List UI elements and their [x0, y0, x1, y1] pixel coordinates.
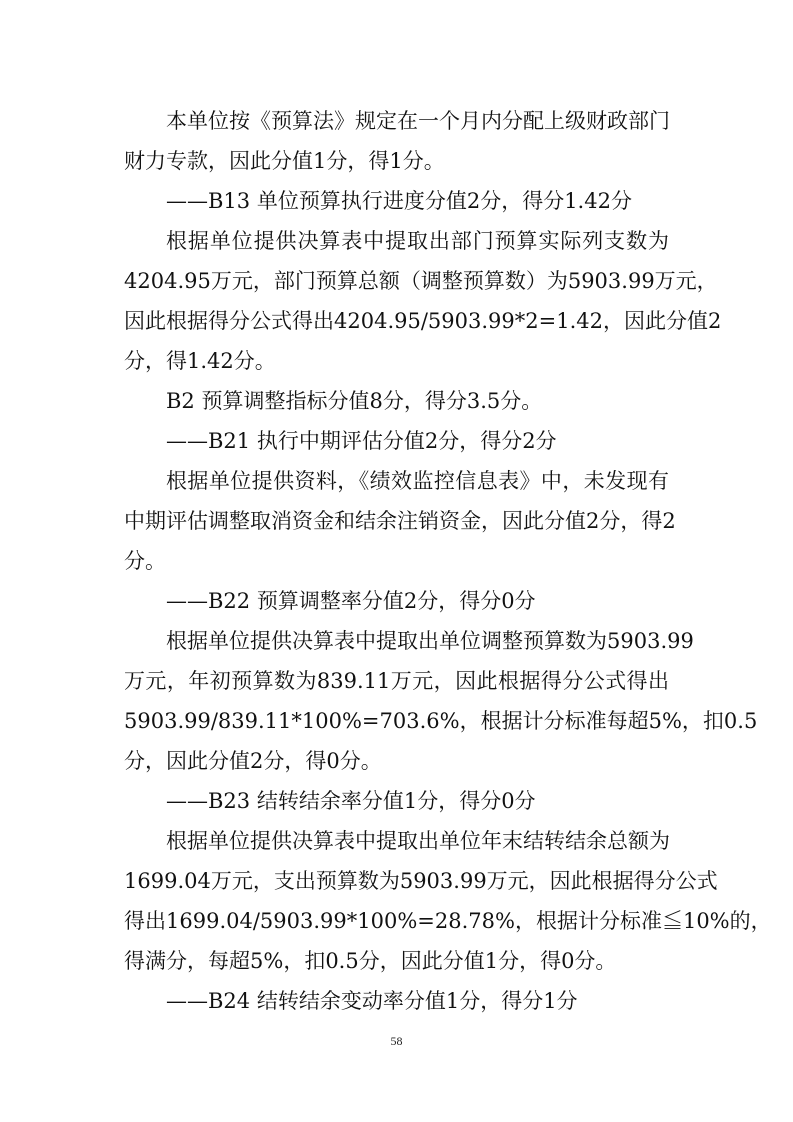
paragraph-line: 中期评估调整取消资金和结余注销资金，因此分值2分，得2 — [124, 509, 676, 533]
paragraph-line: 1699.04万元，支出预算数为5903.99万元，因此根据得分公式 — [124, 869, 718, 893]
paragraph-line: 因此根据得分公式得出4204.95/5903.99*2=1.42，因此分值2 — [124, 309, 722, 333]
paragraph-line: 万元，年初预算数为839.11万元，因此根据得分公式得出 — [124, 669, 669, 693]
paragraph-line: 分，因此分值2分，得0分。 — [124, 749, 382, 773]
section-heading-b13: ——B13 单位预算执行进度分值2分，得分1.42分 — [166, 189, 632, 213]
paragraph-line: 4204.95万元，部门预算总额（调整预算数）为5903.99万元， — [124, 269, 718, 293]
paragraph-line: 5903.99/839.11*100%=703.6%，根据计分标准每超5%，扣0.5 — [124, 709, 758, 733]
section-heading-b2: B2 预算调整指标分值8分，得分3.5分。 — [166, 389, 543, 413]
page-number: 58 — [390, 1034, 403, 1048]
section-heading-b21: ——B21 执行中期评估分值2分，得分2分 — [166, 429, 557, 453]
paragraph-line: 得出1699.04/5903.99*100%=28.78%，根据计分标准≦10%的， — [124, 909, 772, 933]
section-heading-b24: ——B24 结转结余变动率分值1分，得分1分 — [166, 989, 578, 1013]
section-heading-b22: ——B22 预算调整率分值2分，得分0分 — [166, 589, 536, 613]
paragraph-line: 根据单位提供资料，《绩效监控信息表》中，未发现有 — [166, 469, 669, 493]
paragraph-line: 分。 — [124, 549, 166, 573]
paragraph-line: 分，得1.42分。 — [124, 349, 276, 373]
paragraph-line: 根据单位提供决算表中提取出部门预算实际列支数为 — [166, 229, 669, 253]
paragraph-line: 本单位按《预算法》规定在一个月内分配上级财政部门 — [166, 109, 670, 133]
section-heading-b23: ——B23 结转结余率分值1分，得分0分 — [166, 789, 536, 813]
paragraph-line: 得满分，每超5%，扣0.5分，因此分值1分，得0分。 — [124, 949, 617, 973]
paragraph-line: 根据单位提供决算表中提取出单位年末结转结余总额为 — [166, 829, 670, 853]
paragraph-line: 财力专款，因此分值1分，得1分。 — [124, 149, 445, 173]
paragraph-line: 根据单位提供决算表中提取出单位调整预算数为5903.99 — [166, 629, 694, 653]
